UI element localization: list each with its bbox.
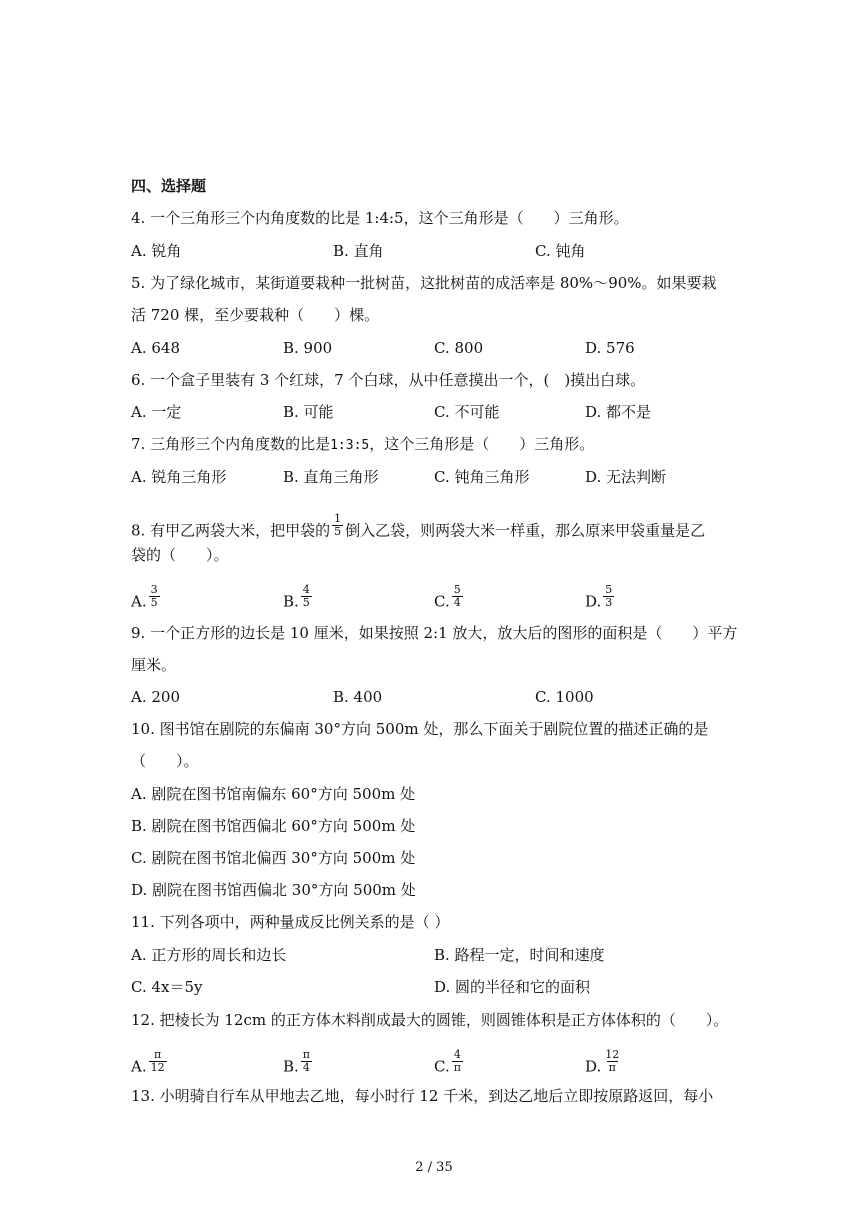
q6-option-b[interactable]: B. 可能 — [283, 403, 334, 421]
q6-option-a[interactable]: A. 一定 — [131, 403, 182, 421]
q8-option-b[interactable] — [283, 583, 314, 615]
q4-option-b[interactable]: B. 直角 — [333, 242, 384, 260]
question-5-text-line1: 5. 为了绿化城市，某街道要栽种一批树苗，这批树苗的成活率是 80%～90%。如果要栽 — [131, 274, 717, 292]
q8-option-c[interactable] — [434, 583, 465, 615]
question-9-text-line1: 9. 一个正方形的边长是 10 厘米，如果按照 2:1 放大，放大后的图形的面积是（ ）平方 — [131, 624, 738, 642]
q10-option-d[interactable]: D. 剧院在图书馆西偏北 30°方向 500m 处 — [131, 881, 416, 899]
q8-option-a[interactable] — [131, 583, 162, 615]
q7-suffix: ，这个三角形是（ ）三角形。 — [369, 435, 595, 453]
fraction-denominator: 5 — [302, 596, 310, 609]
option-letter: A. — [131, 592, 147, 611]
fraction-denominator: 5 — [334, 525, 342, 538]
q12-option-b[interactable] — [283, 1048, 314, 1080]
option-fraction — [603, 584, 614, 609]
q7-option-c[interactable]: C. 钝角三角形 — [434, 468, 530, 486]
fraction-numerator: 4 — [453, 1048, 461, 1061]
fraction-numerator: π — [302, 1048, 311, 1061]
section-title: 四、选择题 — [131, 177, 207, 195]
q6-option-c[interactable]: C. 不可能 — [434, 403, 500, 421]
q9-option-a[interactable]: A. 200 — [131, 688, 180, 706]
option-fraction — [301, 1049, 312, 1074]
q7-option-a[interactable]: A. 锐角三角形 — [131, 468, 227, 486]
q7-ratio: 1:3:5 — [330, 438, 370, 453]
question-8-text-line1 — [131, 512, 706, 544]
option-letter: B. — [283, 592, 299, 611]
option-letter: B. — [283, 1057, 299, 1076]
page-number: 2 / 35 — [415, 1160, 453, 1175]
q11-option-d[interactable]: D. 圆的半径和它的面积 — [434, 978, 591, 996]
question-7-text — [131, 434, 594, 456]
option-letter: A. — [131, 1057, 147, 1076]
q10-option-b[interactable]: B. 剧院在图书馆西偏北 60°方向 500m 处 — [131, 817, 416, 835]
option-letter: C. — [434, 1057, 450, 1076]
question-8-text-line2: 袋的（ ）。 — [131, 546, 229, 564]
fraction-denominator: π — [453, 1061, 461, 1074]
fraction-denominator: π — [608, 1061, 616, 1074]
fraction-numerator: 3 — [150, 583, 158, 596]
question-4-text: 4. 一个三角形三个内角度数的比是 1:4:5，这个三角形是（ ）三角形。 — [131, 209, 629, 227]
option-letter: D. — [585, 1057, 602, 1076]
q4-option-c[interactable]: C. 钝角 — [535, 242, 586, 260]
option-fraction — [452, 1049, 463, 1074]
q7-option-d[interactable]: D. 无法判断 — [585, 468, 667, 486]
q11-option-c[interactable]: C. 4x＝5y — [131, 978, 203, 996]
q7-prefix: 7. 三角形三个内角度数的比是 — [131, 435, 331, 453]
option-letter: D. — [585, 592, 602, 611]
question-9-text-line2: 厘米。 — [131, 656, 177, 674]
q12-option-a[interactable] — [131, 1048, 169, 1080]
option-fraction — [603, 1049, 621, 1074]
q5-option-c[interactable]: C. 800 — [434, 339, 484, 357]
question-5-text-line2: 活 720 棵，至少要栽种（ ）棵。 — [131, 306, 380, 324]
q11-option-b[interactable]: B. 路程一定，时间和速度 — [434, 946, 605, 964]
question-12-text: 12. 把棱长为 12cm 的正方体木料削成最大的圆锥，则圆锥体积是正方体体积的（ ）。 — [131, 1011, 729, 1029]
q5-option-d[interactable]: D. 576 — [585, 339, 635, 357]
q10-option-c[interactable]: C. 剧院在图书馆北偏西 30°方向 500m 处 — [131, 849, 416, 867]
question-11-text: 11. 下列各项中，两种量成反比例关系的是（ ） — [131, 913, 450, 931]
q9-option-c[interactable]: C. 1000 — [535, 688, 594, 706]
fraction-denominator: 4 — [453, 596, 461, 609]
q8-inline-fraction — [332, 513, 343, 538]
question-10-text-line1: 10. 图书馆在剧院的东偏南 30°方向 500m 处，那么下面关于剧院位置的描述正确的是 — [131, 720, 709, 738]
fraction-denominator: 12 — [150, 1061, 165, 1074]
fraction-numerator: 12 — [605, 1048, 620, 1061]
question-6-text: 6. 一个盒子里装有 3 个红球，7 个白球，从中任意摸出一个，( )摸出白球。 — [131, 371, 646, 389]
q8-option-d[interactable] — [585, 583, 616, 615]
q5-option-b[interactable]: B. 900 — [283, 339, 333, 357]
q6-option-d[interactable]: D. 都不是 — [585, 403, 652, 421]
q5-option-a[interactable]: A. 648 — [131, 339, 180, 357]
option-fraction — [149, 1049, 167, 1074]
question-13-text: 13. 小明骑自行车从甲地去乙地，每小时行 12 千米，到达乙地后立即按原路返回，每小 — [131, 1087, 714, 1105]
q9-option-b[interactable]: B. 400 — [333, 688, 383, 706]
q4-option-a[interactable]: A. 锐角 — [131, 242, 182, 260]
q8-suffix: 倒入乙袋，则两袋大米一样重，那么原来甲袋重量是乙 — [345, 521, 706, 540]
fraction-denominator: 5 — [150, 596, 158, 609]
question-10-text-line2: （ ）。 — [131, 752, 199, 770]
fraction-numerator: 5 — [605, 583, 613, 596]
fraction-numerator: 1 — [334, 512, 342, 525]
q11-option-a[interactable]: A. 正方形的周长和边长 — [131, 946, 287, 964]
fraction-numerator: 4 — [302, 583, 310, 596]
option-fraction — [452, 584, 463, 609]
q12-option-c[interactable] — [434, 1048, 465, 1080]
fraction-numerator: 5 — [453, 583, 461, 596]
fraction-numerator: π — [153, 1048, 162, 1061]
q8-prefix: 8. 有甲乙两袋大米，把甲袋的 — [131, 521, 331, 540]
fraction-denominator: 3 — [605, 596, 613, 609]
fraction-denominator: 4 — [302, 1061, 310, 1074]
option-letter: C. — [434, 592, 450, 611]
q7-option-b[interactable]: B. 直角三角形 — [283, 468, 379, 486]
option-fraction — [301, 584, 312, 609]
option-fraction — [149, 584, 160, 609]
q12-option-d[interactable] — [585, 1048, 623, 1080]
q10-option-a[interactable]: A. 剧院在图书馆南偏东 60°方向 500m 处 — [131, 785, 416, 803]
